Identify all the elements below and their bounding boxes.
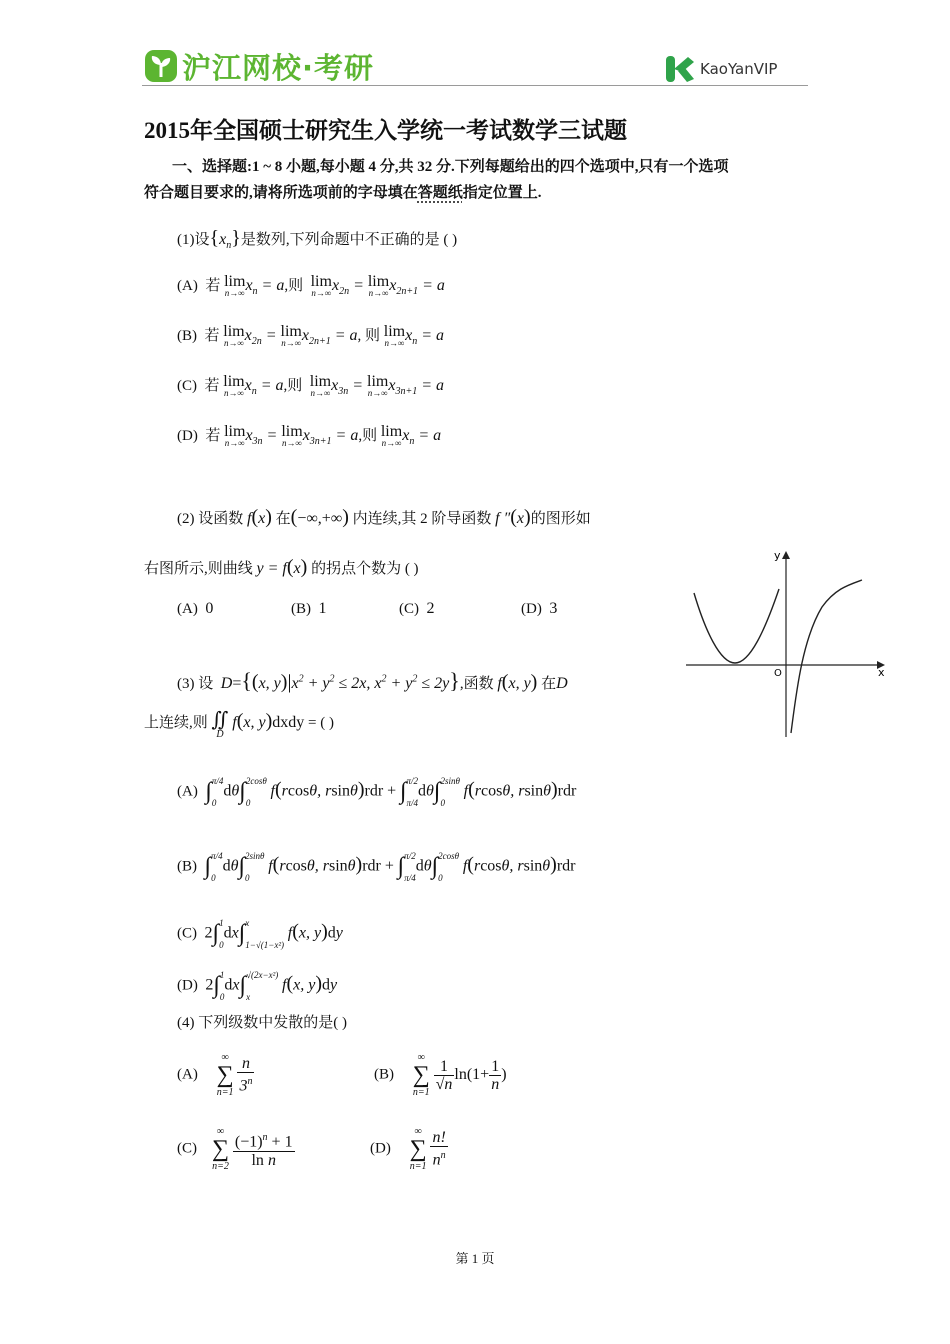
- q1-option-b[interactable]: (B) 若 lim n→∞ $x_{2n}$ = lim n→∞ $x_{2n+1} = a$, 则 lim n→∞ $x_n = a$: [177, 323, 445, 348]
- q2-option-b[interactable]: (B) 1: [291, 600, 327, 617]
- q2-option-c[interactable]: (C) 2: [399, 600, 435, 617]
- q4-option-c[interactable]: (C) ∞ ∑ n=2 $\frac{(-1)^n + 1}{\text{ln n}}$: [177, 1126, 293, 1172]
- q4-option-d[interactable]: (D) ∞ ∑ n=1 $\frac{n!}{n^n}$: [370, 1126, 446, 1172]
- q1-stem: (1)设$\{x_n\}$是数列,下列命题中不正确的是 ( ): [177, 227, 458, 252]
- q3-option-b[interactable]: (B) ∫ π/4 0 dθ∫ 2sinθ 0 f(rcosθ, rsinθ)rdr + ∫ π/2 π/4 dθ∫ 2cosθ 0 f(rcosθ, rsinθ)rdr: [177, 851, 576, 883]
- q1-option-c[interactable]: (C) 若 lim n→∞ $x_n = a$,则 lim n→∞ $x_{3n}$ = lim n→∞ $x_{3n+1} = a$: [177, 373, 445, 398]
- q3-option-d[interactable]: (D) 2∫ 1 0 dx∫ √(2x−x²) x f(x, y)dy: [177, 970, 338, 1002]
- curve-left-parabola: [694, 589, 779, 663]
- page-footer: 第 1 页: [455, 1251, 495, 1266]
- y-axis-arrow: [782, 551, 790, 559]
- kaoyanvip-logo: [664, 52, 777, 86]
- answer-sheet-emph: 答题纸: [417, 185, 463, 201]
- q4-option-b[interactable]: (B) ∞ ∑ n=1 $\frac{1}{√n}$ ln(1+ $\frac{1}{n}$ ): [374, 1052, 507, 1098]
- q3-option-a[interactable]: (A) ∫ π/4 0 dθ∫ 2cosθ 0 f(rcosθ, rsinθ)rdr + ∫ π/2 π/4 dθ∫ 2sinθ 0 f(rcosθ, rsinθ)rdr: [177, 776, 577, 808]
- section-instructions: [144, 154, 804, 206]
- section-line-1: 一、选择题:1 ~ 8 小题,每小题 4 分,共 32 分.下列每题给出的四个选项中,只有一个选项: [172, 159, 729, 175]
- q2-option-d[interactable]: (D) 3: [521, 600, 558, 617]
- second-derivative-graph: [680, 545, 890, 740]
- curve-right-branch: [791, 580, 862, 733]
- x-axis-label: x: [878, 666, 885, 679]
- q4-stem: (4) 下列级数中发散的是( ): [177, 1015, 347, 1031]
- q2-stem-line2: 右图所示,则曲线 y = f(x) 的拐点个数为 ( ): [144, 556, 419, 578]
- origin-label: O: [774, 668, 782, 679]
- page-title: 2015年全国硕士研究生入学统一考试数学三试题: [144, 118, 627, 143]
- y-axis-label: y: [774, 549, 781, 562]
- leaf-icon: [144, 49, 178, 83]
- page-number: 1: [471, 1251, 479, 1266]
- q4-option-a[interactable]: (A) ∞ ∑ n=1 $\frac{n}{3^n}$: [177, 1052, 253, 1098]
- kaoyanvip-text: KaoYanVIP: [700, 60, 778, 78]
- q3-stem-line1: (3) 设 D={(x, $y)|x^2 + y^2 \le 2x$, $x^2 + y^2 \le 2y$},函数 f(x, y) 在D: [177, 668, 568, 693]
- section-line-2: 符合题目要求的,请将所选项前的字母填在答题纸指定位置上.: [144, 185, 542, 201]
- header-divider: [142, 85, 808, 86]
- hujiang-logo: [144, 46, 374, 86]
- logo-text: 沪江网校·考研: [182, 50, 375, 85]
- q2-option-a[interactable]: (A) 0: [177, 600, 214, 617]
- q1-option-d[interactable]: (D) 若 lim n→∞ $x_{3n}$ = lim n→∞ $x_{3n+1} = a$,则 lim n→∞ $x_n = a$: [177, 423, 442, 448]
- q2-stem-line1: (2) 设函数 f(x) 在(−∞,+∞) 内连续,其 2 阶导函数 f ″(x)的图形如: [177, 506, 591, 528]
- q1-option-a[interactable]: (A) 若 lim n→∞ $x_n = a$,则 lim n→∞ $x_{2n}$ = lim n→∞ $x_{2n+1} = a$: [177, 273, 445, 298]
- k-logo-icon: [664, 54, 696, 84]
- q3-stem-line2: 上连续,则 ∬ D f(x, y)dxdy = ( ): [144, 709, 334, 740]
- q3-option-c[interactable]: (C) 2∫ 1 0 dx∫ x 1−√(1−x²) f(x, y)dy: [177, 918, 343, 950]
